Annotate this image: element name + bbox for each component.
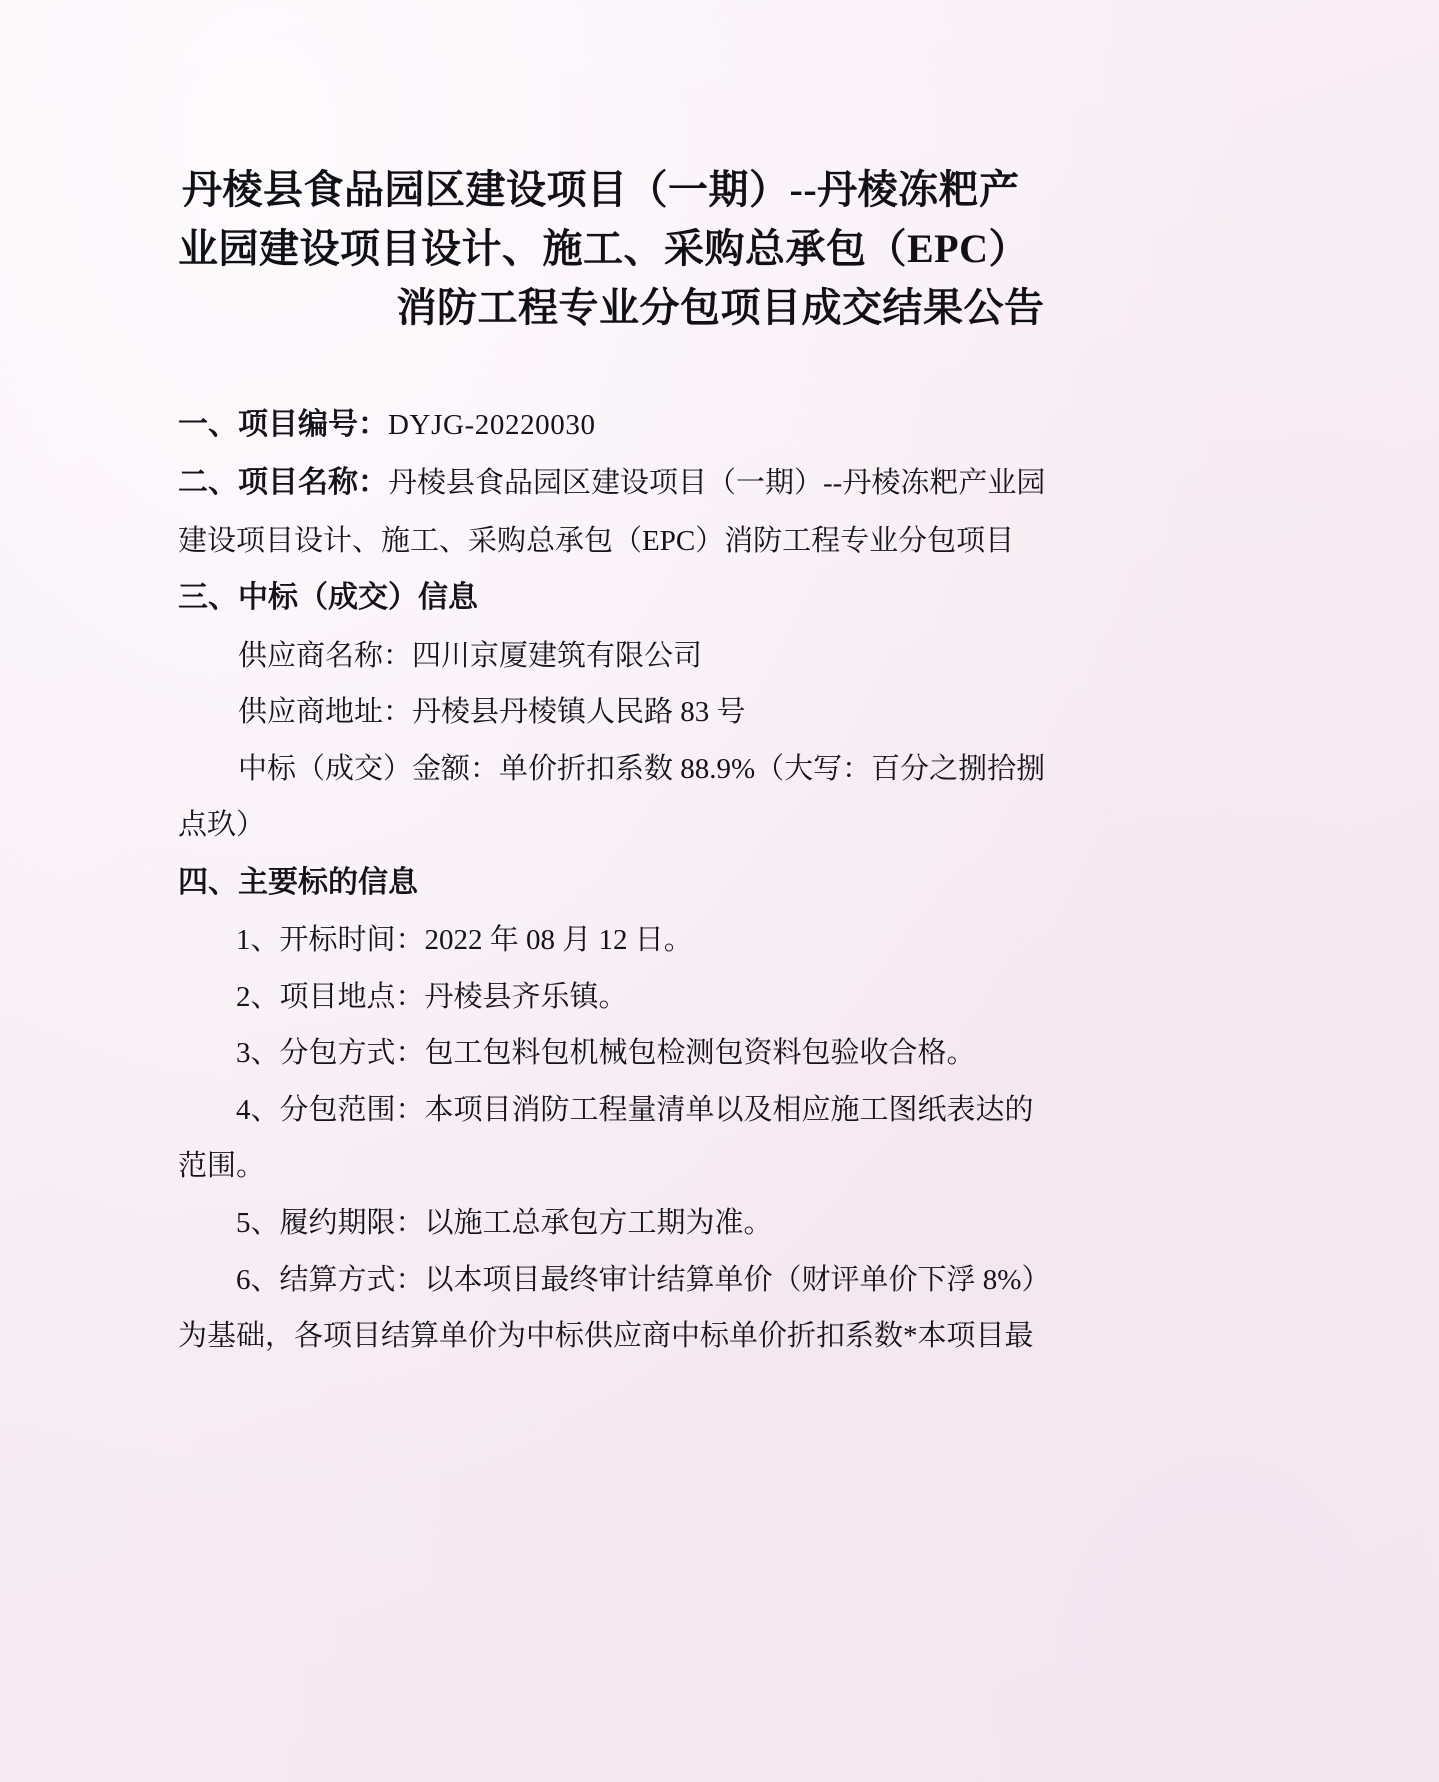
document-content bbox=[178, 0, 1263, 1782]
document-body bbox=[178, 396, 1263, 1365]
item-label-3: 分包方式： bbox=[279, 1037, 425, 1070]
section-heading-winning-info: 三、中标（成交）信息 bbox=[178, 581, 478, 615]
winning-amount-row-1 bbox=[178, 741, 1263, 798]
item-text-6: 以本项目最终审计结算单价（财评单价下浮 8%） bbox=[424, 1263, 1051, 1296]
winning-amount-row-2 bbox=[178, 797, 1263, 854]
section-main-subject-info bbox=[178, 854, 1263, 913]
item-text-4-continued: 范围。 bbox=[178, 1150, 266, 1183]
section-winning-info bbox=[178, 569, 1263, 628]
supplier-name: 供应商名称：四川京厦建筑有限公司 bbox=[238, 639, 703, 672]
list-item-continuation bbox=[178, 1308, 1263, 1365]
project-name-value-line-1: 丹棱县食品园区建设项目（一期）--丹棱冻粑产业园 bbox=[388, 467, 1046, 500]
project-number-value: DYJG-20220030 bbox=[388, 408, 596, 441]
item-text-6-continued: 为基础，各项目结算单价为中标供应商中标单价折扣系数*本项目最 bbox=[178, 1320, 1034, 1353]
item-label-5: 履约期限： bbox=[279, 1207, 425, 1240]
item-number-2: 2、 bbox=[236, 980, 280, 1013]
item-text-1: 2022 年 08 月 12 日。 bbox=[424, 924, 693, 957]
item-label-1: 开标时间： bbox=[279, 924, 425, 957]
list-item bbox=[178, 969, 1263, 1026]
title-line-2: 业园建设项目设计、施工、采购总承包（EPC） bbox=[178, 226, 1029, 272]
list-item-continuation bbox=[178, 1138, 1263, 1195]
section-project-number bbox=[178, 396, 1263, 455]
list-item bbox=[178, 1082, 1263, 1139]
winning-amount-line-2: 点玖） bbox=[178, 809, 266, 842]
title-line-1: 丹棱县食品园区建设项目（一期）--丹棱冻粑产 bbox=[182, 167, 1020, 212]
list-item bbox=[178, 912, 1263, 969]
item-text-3: 包工包料包机械包检测包资料包验收合格。 bbox=[424, 1037, 976, 1070]
item-number-1: 1、 bbox=[236, 924, 280, 957]
list-item bbox=[178, 1195, 1263, 1252]
item-number-5: 5、 bbox=[236, 1207, 280, 1240]
item-text-2: 丹棱县齐乐镇。 bbox=[424, 980, 628, 1013]
item-number-4: 4、 bbox=[236, 1093, 280, 1126]
list-item bbox=[178, 1252, 1263, 1309]
item-number-6: 6、 bbox=[236, 1263, 280, 1296]
project-name-value-line-2: 建设项目设计、施工、采购总承包（EPC）消防工程专业分包项目 bbox=[178, 524, 1015, 557]
item-text-5: 以施工总承包方工期为准。 bbox=[424, 1207, 773, 1240]
item-label-2: 项目地点： bbox=[279, 980, 425, 1013]
item-label-4: 分包范围： bbox=[279, 1093, 425, 1126]
section-heading-project-number: 一、项目编号： bbox=[178, 407, 388, 441]
page-title bbox=[178, 160, 1263, 338]
section-heading-project-name: 二、项目名称： bbox=[178, 466, 388, 500]
section-project-name bbox=[178, 454, 1263, 513]
project-name-value-line-2-row bbox=[178, 513, 1263, 570]
item-label-6: 结算方式： bbox=[279, 1263, 425, 1296]
item-text-4: 本项目消防工程量清单以及相应施工图纸表达的 bbox=[424, 1093, 1034, 1126]
title-line-3: 消防工程专业分包项目成交结果公告 bbox=[396, 285, 1045, 331]
winning-amount-line-1: 中标（成交）金额：单价折扣系数 88.9%（大写：百分之捌拾捌 bbox=[238, 752, 1046, 785]
list-item bbox=[178, 1025, 1263, 1082]
supplier-address: 供应商地址：丹棱县丹棱镇人民路 83 号 bbox=[238, 696, 746, 729]
supplier-address-row bbox=[178, 684, 1263, 741]
supplier-name-row bbox=[178, 628, 1263, 685]
item-number-3: 3、 bbox=[236, 1037, 280, 1070]
section-heading-main-subject-info: 四、主要标的信息 bbox=[178, 865, 418, 899]
